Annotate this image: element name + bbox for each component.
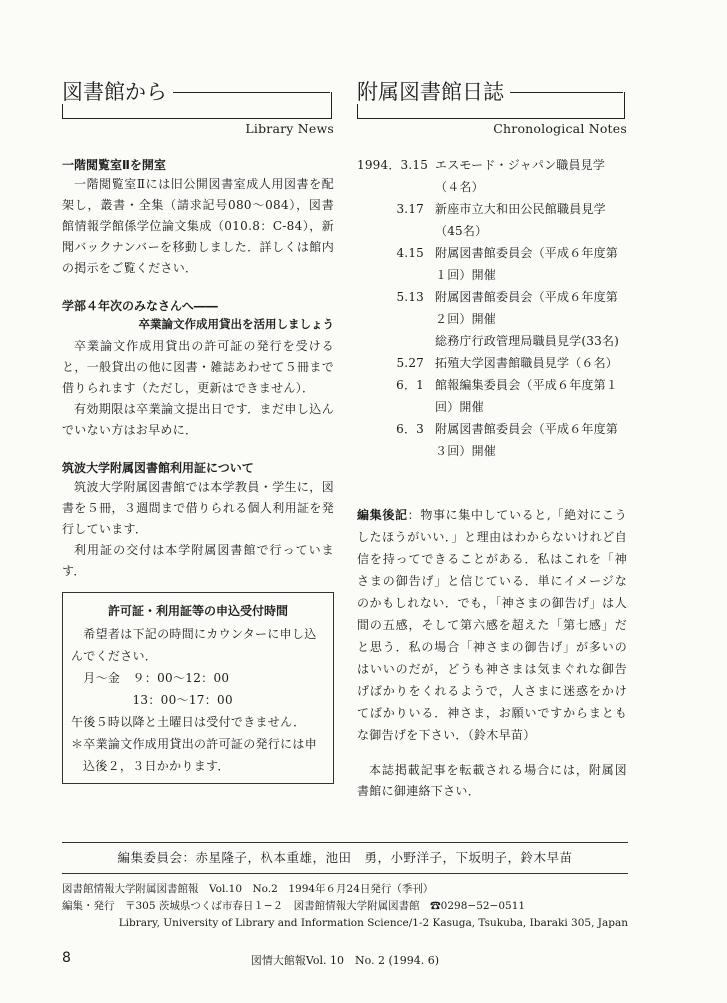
entry-text: 附属図書館委員会（平成６年度第１回）開催 <box>435 246 619 282</box>
library-news-header <box>62 80 334 142</box>
chronology-entry <box>357 352 627 374</box>
application-hours-box <box>62 592 334 784</box>
running-head: 図情大館報Vol. 10 No. 2 (1994. 6) <box>250 954 440 967</box>
entry-date: 5.27 <box>396 356 424 370</box>
entry-text: 附属図書館委員会（平成６年度第３回）開催 <box>435 422 619 458</box>
chronology-entry <box>357 242 627 286</box>
box-line: ＊卒業論文作成用貸出の許可証の発行には申込後２，３日かかります． <box>71 737 318 773</box>
colophon-line: 図書館情報大学附属図書館報 Vol.10 No.2 1994年６月24日発行（季刊） <box>62 883 434 895</box>
box-line: 13：00〜17：00 <box>71 693 233 707</box>
chronology-entry <box>357 286 627 330</box>
entry-date: 1994．3.15 <box>357 158 429 172</box>
entry-text: 総務庁行政管理局職員見学(33名) <box>435 334 620 348</box>
article-paragraph: 卒業論文作成用貸出の許可証の発行を受けると，一般貸出の他に図書・雑誌あわせて５冊まで借りられます（ただし，更新はできません）． <box>62 339 334 395</box>
page-number: 8 <box>62 950 71 966</box>
library-news-subtitle: Library News <box>239 121 334 136</box>
article-subheading: 卒業論文作成用貸出を活用しましょう <box>138 317 334 331</box>
box-line: 希望者は下記の時間にカウンターに申し込んでください． <box>71 627 317 663</box>
colophon-english: Library, University of Library and Information Science/1-2 Kasuga, Tsukuba, Ibaraki 305, Japan <box>118 917 628 929</box>
box-line: 午後５時以降と土曜日は受付できません． <box>71 715 306 729</box>
entry-date: 6．1 <box>396 378 424 392</box>
chronological-notes-header <box>357 80 627 142</box>
article-heading: 筑波大学附属図書館利用証について <box>62 461 254 475</box>
chronological-notes-subtitle: Chronological Notes <box>487 121 627 136</box>
entry-text: 館報編集委員会（平成６年度第１回）開催 <box>435 378 619 414</box>
library-news-title: 図書館から <box>62 80 173 104</box>
article-paragraph: 利用証の交付は本学附属図書館で行っています． <box>62 543 334 578</box>
box-title: 許可証・利用証等の申込受付時間 <box>107 604 288 618</box>
colophon-line: 編集・発行 〒305 茨城県つくば市春日１−２ 図書館情報大学附属図書館 ☎0298−52−0511 <box>62 900 526 912</box>
article-heading: 一階閲覧室Ⅱを開室 <box>62 158 166 172</box>
editorial-committee: 編集委員会：赤星隆子，杁本重雄，池田 勇，小野洋子，下坂明子，鈴木早苗 <box>62 842 628 874</box>
entry-date: 6．3 <box>396 422 424 436</box>
entry-date <box>357 330 435 352</box>
colophon <box>62 881 628 932</box>
article-heading: 学部４年次のみなさんへ―― <box>62 299 218 313</box>
header-rule <box>495 92 623 93</box>
article-2 <box>62 297 334 441</box>
chronology-entry <box>357 198 627 242</box>
editor-note-text: ：物事に集中していると,「絶対にこうしたほうがいい．」と理由はわからないけれど自信を持ってできることがある．私はこれを「神さまの御告げ」と信じている．単にイメージなのかもしれない．でも，「神さまの御告げ」は人間の五感，そして第六感を超えた「第七感」だと思う．私の場合「神さまの御告げ」が多いのはいいのだが，どうも神さまは気まぐれな御告げばかりをくれるようで，人さまに迷惑をかけてばかりいる．神さま，お願いですからまともな御告げを下さい．（鈴木早苗） <box>357 508 628 742</box>
header-rule <box>152 92 330 93</box>
chronology-entry <box>357 418 627 462</box>
article-paragraph: 筑波大学附属図書館では本学教員・学生に，図書を５冊，３週間まで借りられる個人利用証を発行しています． <box>62 480 334 536</box>
reprint-note: 本誌掲載記事を転載される場合には，附属図書館に御連絡下さい． <box>357 763 627 798</box>
editor-note <box>357 504 627 746</box>
chronological-notes-title: 附属図書館日誌 <box>357 80 510 104</box>
entry-text: 附属図書館委員会（平成６年度第２回）開催 <box>435 290 619 326</box>
chronology-entry <box>357 154 627 198</box>
article-paragraph: 有効期限は卒業論文提出日です．まだ申し込んでいない方はお早めに． <box>62 402 334 437</box>
library-news-column <box>62 80 334 784</box>
chronology-entry <box>357 374 627 418</box>
box-line: 月〜金 ９：00〜12：00 <box>71 671 230 685</box>
entry-date: 5.13 <box>396 290 424 304</box>
article-3 <box>62 459 334 582</box>
chronology-list <box>357 154 627 462</box>
entry-date: 4.15 <box>396 246 424 260</box>
chronological-notes-column <box>357 80 627 802</box>
entry-text: 新座市立大和田公民館職員見学（45名） <box>435 202 606 238</box>
editor-note-label: 編集後記 <box>357 508 408 522</box>
entry-text: 拓殖大学図書館職員見学（６名） <box>435 356 619 370</box>
entry-text: エスモード・ジャパン職員見学（４名） <box>435 158 606 194</box>
chronology-entry <box>357 330 627 352</box>
article-paragraph: 一階閲覧室Ⅱには旧公開図書室成人用図書を配架し，叢書・全集（請求記号080〜084），図書館情報学館係学位論文集成（010.8：C‐84），新聞バックナンバーを移動しました．詳しくは館内の掲示をご覧ください． <box>62 177 334 275</box>
article-1 <box>62 156 334 279</box>
entry-date: 3.17 <box>396 202 424 216</box>
